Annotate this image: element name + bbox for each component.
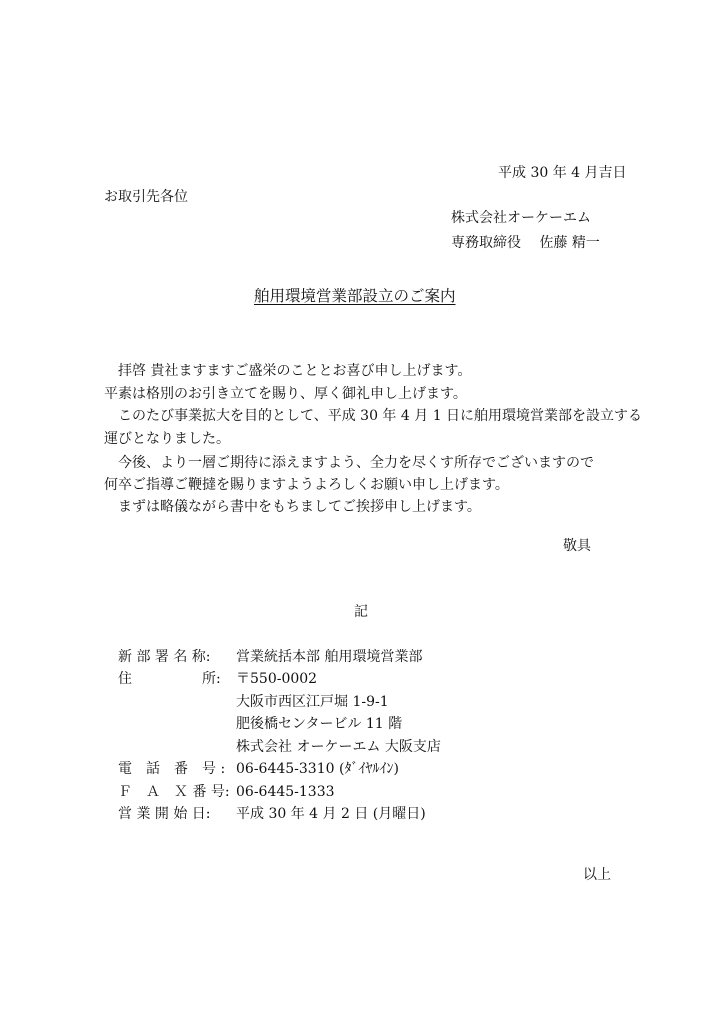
address-line: 大阪市西区江戸堀 1-9-1 [236,694,389,710]
address-line: 肥後橋センタービル 11 階 [236,716,403,732]
dept-value: 営業統括本部 舶用環境営業部 [236,649,423,665]
body-line: このたび事業拡大を目的として、平成 30 年 4 月 1 日に舶用環境営業部を設立する [104,408,643,424]
start-value: 平成 30 年 4 月 2 日 (月曜日) [236,806,426,822]
body-line: 平素は格別のお引き立てを賜り、厚く御礼申し上げます。 [104,386,467,402]
tel-label: 電 話 番 号 : [118,761,226,777]
letter-title: 舶用環境営業部設立のご案内 [254,287,456,305]
fax-label: Ｆ Ａ Ｘ 番 号: [118,784,230,800]
body-line: 運びとなりました。 [104,431,230,447]
ki-heading: 記 [354,604,368,620]
address-line: 株式会社 オーケーエム 大阪支店 [236,739,441,755]
body-line: 拝啓 貴社ますますご盛栄のこととお喜び申し上げます。 [104,363,472,379]
recipient: お取引先各位 [104,189,188,205]
closing-ijo: 以上 [583,867,611,883]
tel-value: 06-6445-3310 (ﾀﾞｲﾔﾙｲﾝ) [236,761,399,777]
sender-company: 株式会社オーケーエム [451,210,591,226]
dept-label: 新 部 署 名 称: [118,649,211,665]
sender-signer: 専務取締役 佐藤 精一 [451,235,600,251]
address-postal: 〒550-0002 [236,671,318,687]
fax-value: 06-6445-1333 [236,784,335,800]
body-line: まずは略儀ながら書中をもちましてご挨拶申し上げます。 [104,499,481,515]
closing-keigu: 敬具 [563,538,591,554]
start-label: 営 業 開 始 日: [118,806,211,822]
body-line: 何卒ご指導ご鞭撻を賜りますようよろしくお願い申し上げます。 [104,477,509,493]
address-label: 住 所: [118,671,221,687]
body-line: 今後、より一層ご期待に添えますよう、全力を尽くす所存でございますので [104,455,594,471]
letter-date: 平成 30 年 4 月吉日 [498,165,627,181]
